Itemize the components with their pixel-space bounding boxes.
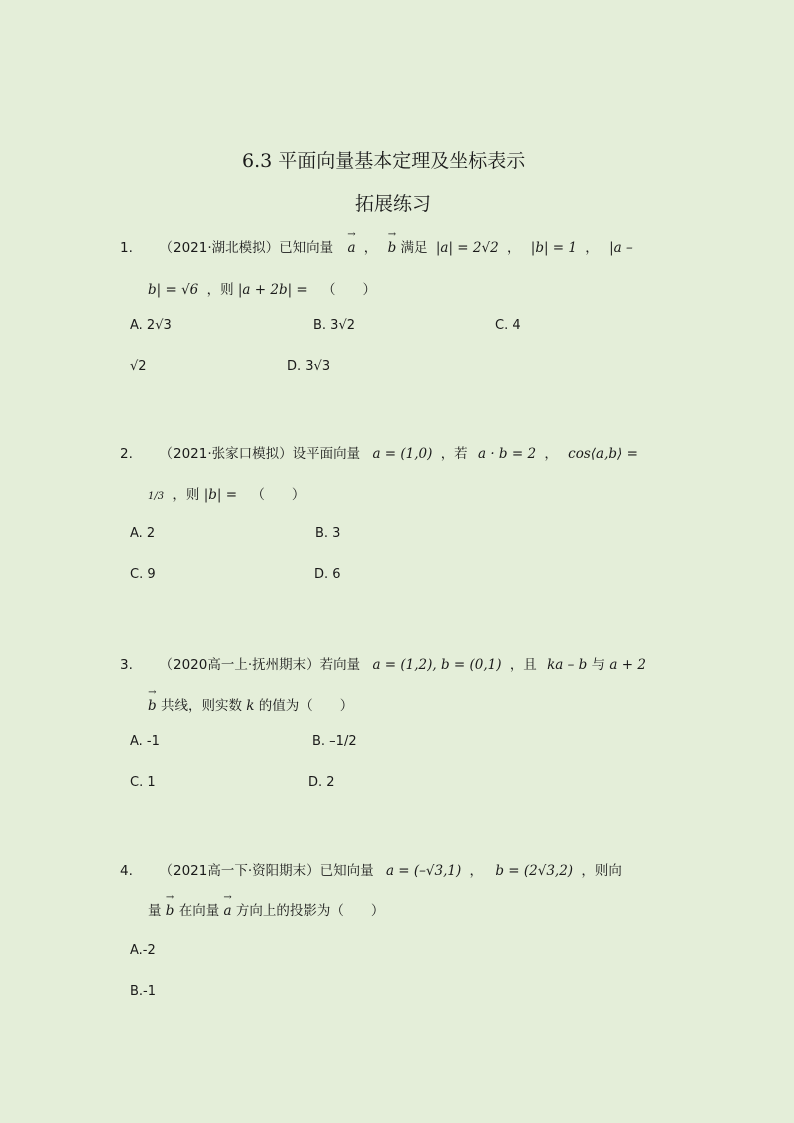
math-expression: b| = √6	[148, 282, 199, 298]
text-fragment: 与	[591, 657, 610, 673]
punct: ，	[544, 446, 558, 462]
text-fragment: 满足	[400, 240, 432, 256]
question-4-line-1	[120, 859, 622, 879]
option-d: D. 3√3	[287, 359, 331, 374]
text-fragment: ，若	[440, 446, 468, 462]
vector-a: → a	[347, 240, 355, 256]
option-c: C. 4	[495, 318, 521, 333]
text-fragment: ，则向	[581, 863, 622, 879]
question-number: 3.	[120, 657, 133, 673]
option-c-wrap: √2	[130, 359, 147, 374]
question-source: （2021高一下·资阳期末）已知向量	[159, 863, 374, 879]
math-expression: |b| =	[203, 487, 238, 503]
math-expression: a = (1,0)	[372, 446, 433, 462]
math-expression: b = (2√3,2)	[495, 863, 574, 879]
math-expression: a · b = 2	[477, 446, 537, 462]
option-a: A. 2	[130, 526, 156, 541]
vector-b: → b	[166, 903, 175, 919]
math-expression: |a –	[609, 240, 633, 256]
punct: ，	[363, 240, 378, 256]
option-c: C. 1	[130, 775, 156, 790]
answer-blank: （ ）	[322, 282, 377, 298]
math-expression: a = (1,2), b = (0,1)	[372, 657, 502, 673]
vector-b: → b	[148, 698, 157, 714]
question-2-line-2	[148, 483, 305, 503]
question-source: （2021·张家口模拟）设平面向量	[159, 446, 361, 462]
math-expression: a = (–√3,1)	[385, 863, 462, 879]
option-d: D. 2	[308, 775, 335, 790]
option-b: B. 3	[315, 526, 341, 541]
math-expression: |a| = 2√2	[435, 240, 499, 256]
text-fragment: 在向量	[178, 903, 224, 919]
option-d: D. 6	[314, 567, 341, 582]
option-b: B. –1/2	[312, 734, 357, 749]
option-b: B. 3√2	[313, 318, 356, 333]
question-number: 2.	[120, 446, 133, 462]
answer-blank: （ ）	[251, 487, 306, 503]
option-a: A. 2√3	[130, 318, 172, 333]
text-fragment: 方向上的投影为（ ）	[235, 903, 385, 919]
text-fragment: ，且	[509, 657, 537, 673]
question-source: （2020高一上·抚州期末）若向量	[159, 657, 361, 673]
question-1-line-1	[120, 236, 633, 256]
math-expression: cos⟨a,b⟩ =	[568, 446, 638, 462]
variable-k: k	[246, 698, 255, 714]
question-source: （2021·湖北模拟）已知向量	[159, 240, 334, 256]
option-a: A.-2	[130, 943, 156, 958]
math-expression: |b| = 1	[530, 240, 577, 256]
punct: ，	[469, 863, 484, 879]
text-fragment: 共线，则实数	[160, 698, 247, 714]
question-1-line-2	[148, 278, 376, 298]
text-fragment: 量	[148, 903, 166, 919]
question-number: 4.	[120, 863, 133, 879]
punct: ，	[585, 240, 599, 256]
math-expression: ka – b	[547, 657, 588, 673]
question-3-line-1	[120, 653, 646, 673]
math-expression: |a + 2b| =	[237, 282, 308, 298]
question-number: 1.	[120, 240, 133, 256]
text-fragment: ，则	[206, 282, 238, 298]
punct: ，	[506, 240, 521, 256]
option-b: B.-1	[130, 984, 157, 999]
question-2-line-1	[120, 442, 638, 462]
vector-b: → b	[388, 240, 397, 256]
vector-a: → a	[224, 903, 232, 919]
page-title: 6.3 平面向量基本定理及坐标表示	[242, 150, 526, 172]
math-expression: a + 2	[609, 657, 646, 673]
text-fragment: 的值为（ ）	[258, 698, 354, 714]
question-4-line-2	[148, 899, 384, 919]
page-subtitle: 拓展练习	[355, 193, 432, 215]
option-a: A. -1	[130, 734, 160, 749]
text-fragment: ，则	[172, 487, 204, 503]
fraction: 1/3	[148, 491, 165, 502]
question-3-line-2	[148, 694, 353, 714]
option-c: C. 9	[130, 567, 156, 582]
